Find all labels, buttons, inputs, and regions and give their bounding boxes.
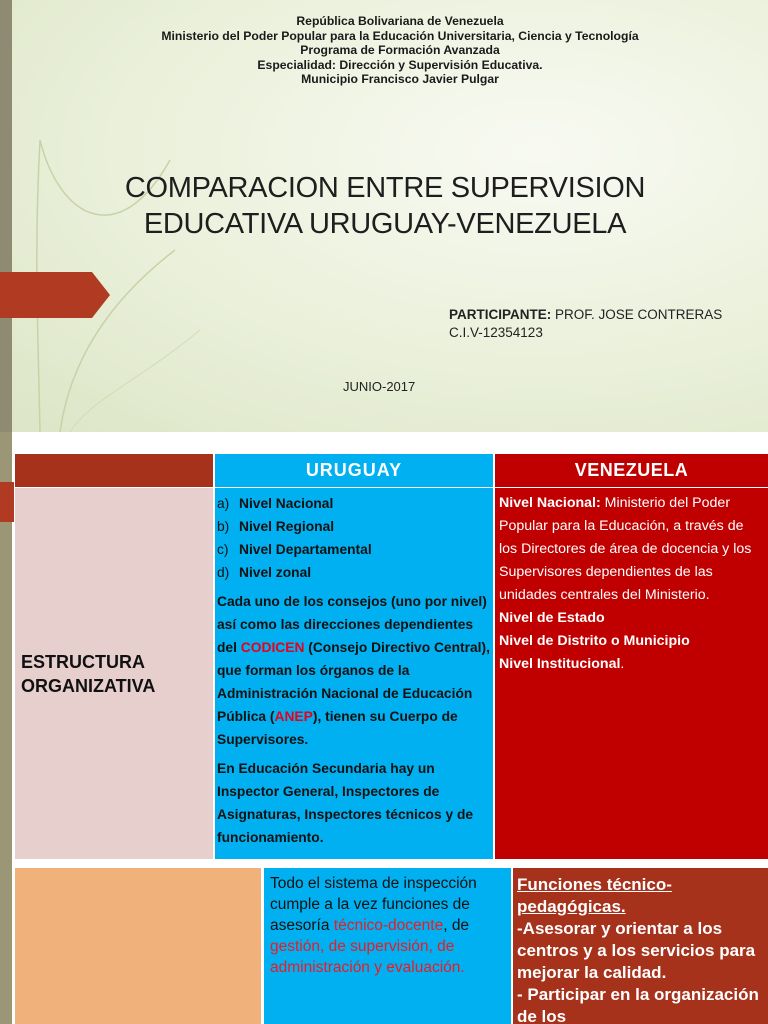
list-letter: b) xyxy=(217,519,230,534)
uruguay-functions-cell xyxy=(264,868,511,1024)
participant-block xyxy=(449,306,722,342)
presentation-title xyxy=(60,170,710,242)
uruguay-paragraph-consejos xyxy=(217,590,491,751)
functions-item: - Participar en la organización de los xyxy=(517,985,759,1024)
row-header-cell xyxy=(15,868,261,1024)
functions-slide xyxy=(0,868,768,1024)
row-header-cell xyxy=(15,488,213,859)
ven-nivel-institucional: Nivel Institucional xyxy=(499,656,621,672)
anep-highlight: ANEP xyxy=(274,709,313,724)
header-line: Programa de Formación Avanzada xyxy=(300,43,500,58)
codicen-highlight: CODICEN xyxy=(240,640,305,655)
venezuela-cell xyxy=(495,488,768,859)
functions-heading: Funciones técnico-pedagógicas. xyxy=(517,875,672,916)
presentation-date: JUNIO-2017 xyxy=(343,379,416,394)
ven-nivel-distrito: Nivel de Distrito o Municipio xyxy=(499,633,690,649)
header-line: Ministerio del Poder Popular para la Educación Universitaria, Ciencia y Tecnología xyxy=(161,28,639,43)
header-line: Especialidad: Dirección y Supervisión Educativa. xyxy=(257,57,543,72)
list-item xyxy=(217,492,491,515)
ven-nivel-nacional xyxy=(499,492,764,607)
list-item xyxy=(217,515,491,538)
list-letter: d) xyxy=(217,565,230,580)
row-label-estructura: ESTRUCTURA ORGANIZATIVA xyxy=(21,651,156,696)
nivel-nacional-label: Nivel Nacional: xyxy=(499,495,601,511)
list-text: Nivel Departamental xyxy=(239,542,372,557)
ven-nivel-estado: Nivel de Estado xyxy=(499,610,605,626)
uruguay-cell xyxy=(215,488,493,859)
header-line: Municipio Francisco Javier Pulgar xyxy=(301,72,499,87)
functions-highlight: técnico-docente xyxy=(333,917,444,934)
title-arrow-tab xyxy=(0,272,110,318)
nivel-nacional-text: Ministerio del Poder Popular para la Educación, a través de los Directores de área de docencia y los Supervisores dependientes de las unidades centrales del Ministerio. xyxy=(499,495,752,603)
table-corner-header xyxy=(15,454,213,487)
list-letter: a) xyxy=(217,496,230,511)
column-header-venezuela: VENEZUELA xyxy=(495,454,768,487)
comparison-slide xyxy=(0,432,768,868)
title-line-1: COMPARACION ENTRE SUPERVISION xyxy=(124,172,646,204)
accent-tab xyxy=(0,482,14,522)
para-text: ), tienen su Cuerpo de Supervisores. xyxy=(217,709,458,747)
list-item xyxy=(217,538,491,561)
list-item xyxy=(217,561,491,584)
para-text: Cada uno de los consejos (uno por nivel) así como las direcciones dependientes del xyxy=(217,594,487,655)
participant-name: PROF. JOSE CONTRERAS xyxy=(551,307,723,322)
functions-text: Todo el sistema de inspección cumple a la vez funciones de asesoría xyxy=(270,875,477,934)
venezuela-functions-cell xyxy=(513,868,768,1024)
institution-header xyxy=(70,14,730,87)
functions-text: , de xyxy=(443,917,470,934)
list-text: Nivel Nacional xyxy=(239,496,334,511)
uruguay-paragraph-secundaria: En Educación Secundaria hay un Inspector General, Inspectores de Asignaturas, Inspectores técnicos y de funcionamiento. xyxy=(217,761,474,845)
title-line-2: EDUCATIVA URUGUAY-VENEZUELA xyxy=(143,208,627,240)
left-decor-strip xyxy=(0,868,12,1024)
participant-id: C.I.V-12354123 xyxy=(449,325,543,340)
list-text: Nivel Regional xyxy=(239,519,335,534)
header-line: República Bolivariana de Venezuela xyxy=(296,14,504,28)
list-text: Nivel zonal xyxy=(239,565,312,580)
uruguay-levels-list xyxy=(217,492,491,584)
functions-highlight: gestión, de supervisión, de administración y evaluación. xyxy=(270,938,465,976)
functions-item: -Asesorar y orientar a los centros y a los servicios para mejorar la calidad. xyxy=(517,919,756,982)
period: . xyxy=(620,656,625,672)
column-header-uruguay: URUGUAY xyxy=(215,454,493,487)
list-letter: c) xyxy=(217,542,229,557)
ven-nivel-institucional-line xyxy=(499,653,764,676)
para-text: (Consejo Directivo Central), que forman los órganos de la Administración Nacional de Educación Pública ( xyxy=(217,640,490,724)
participant-label: PARTICIPANTE: xyxy=(449,307,552,322)
title-slide xyxy=(0,0,768,432)
